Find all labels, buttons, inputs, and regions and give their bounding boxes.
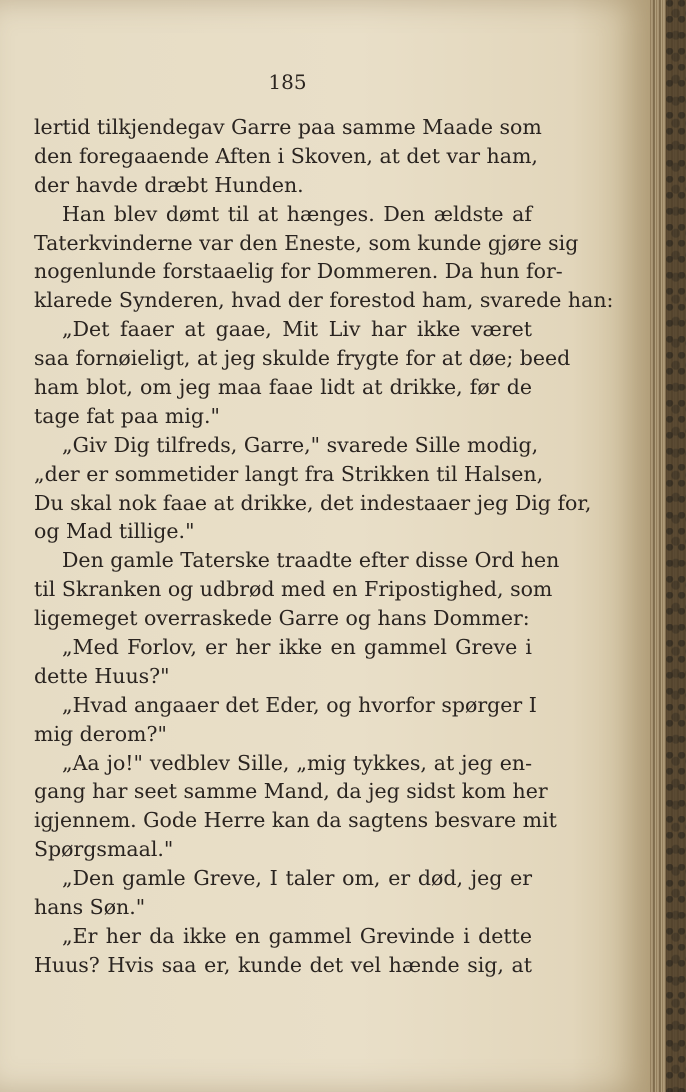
text-line: Den gamle Taterske traadte efter disse Ord hen xyxy=(62,548,560,573)
text-line: hans Søn." xyxy=(34,895,146,920)
cover-edge xyxy=(666,0,686,1092)
text-line: saa fornøieligt, at jeg skulde frygte for at døe; beed xyxy=(34,346,571,371)
text-line: gang har seet samme Mand, da jeg sidst kom her xyxy=(34,779,548,804)
text-line: „Aa jo!" vedblev Sille, „mig tykkes, at jeg en- xyxy=(62,750,532,775)
text-line: mig derom?" xyxy=(34,721,167,746)
text-line: igjennem. Gode Herre kan da sagtens besvare mit xyxy=(34,808,557,833)
text-line: „Med Forlov, er her ikke en gammel Greve i xyxy=(62,635,532,660)
text-line: og Mad tillige." xyxy=(34,519,195,544)
text-line: „Hvad angaaer det Eder, og hvorfor spørger I xyxy=(62,692,537,717)
text-line: tage fat paa mig." xyxy=(34,403,220,428)
text-line: klarede Synderen, hvad der forestod ham, svarede han: xyxy=(34,288,614,313)
text-line: Taterkvinderne var den Eneste, som kunde gjøre sig xyxy=(34,230,579,255)
text-line: ligemeget overraskede Garre og hans Dommer: xyxy=(34,606,530,631)
text-line: Du skal nok faae at drikke, det indestaaer jeg Dig for, xyxy=(34,490,592,515)
text-line: „der er sommetider langt fra Strikken til Halsen, xyxy=(34,461,544,486)
text-line: „Det faaer at gaae, Mit Liv har ikke været xyxy=(62,317,532,342)
text-line: lertid tilkjendegav Garre paa samme Maade som xyxy=(34,115,542,139)
text-line: „Er her da ikke en gammel Grevinde i dette xyxy=(62,923,532,948)
body-text xyxy=(34,113,614,980)
text-line: Han blev dømt til at hænges. Den ældste af xyxy=(62,201,532,226)
text-line: Spørgsmaal." xyxy=(34,837,174,862)
text-line: der havde dræbt Hunden. xyxy=(34,172,304,197)
text-line: ham blot, om jeg maa faae lidt at drikke, før de xyxy=(34,375,532,400)
text-line: Huus? Hvis saa er, kunde det vel hænde sig, at xyxy=(34,952,532,977)
text-line: „Den gamle Greve, I taler om, er død, jeg er xyxy=(62,866,532,891)
text-line: den foregaaende Aften i Skoven, at det var ham, xyxy=(34,143,538,168)
page-number: 185 xyxy=(268,70,307,94)
text-line: „Giv Dig tilfreds, Garre," svarede Sille modig, xyxy=(62,432,539,457)
text-line: nogenlunde forstaaelig for Dommeren. Da hun for- xyxy=(34,259,563,284)
text-line: til Skranken og udbrød med en Fripostighed, som xyxy=(34,577,553,602)
text-line: dette Huus?" xyxy=(34,663,170,688)
